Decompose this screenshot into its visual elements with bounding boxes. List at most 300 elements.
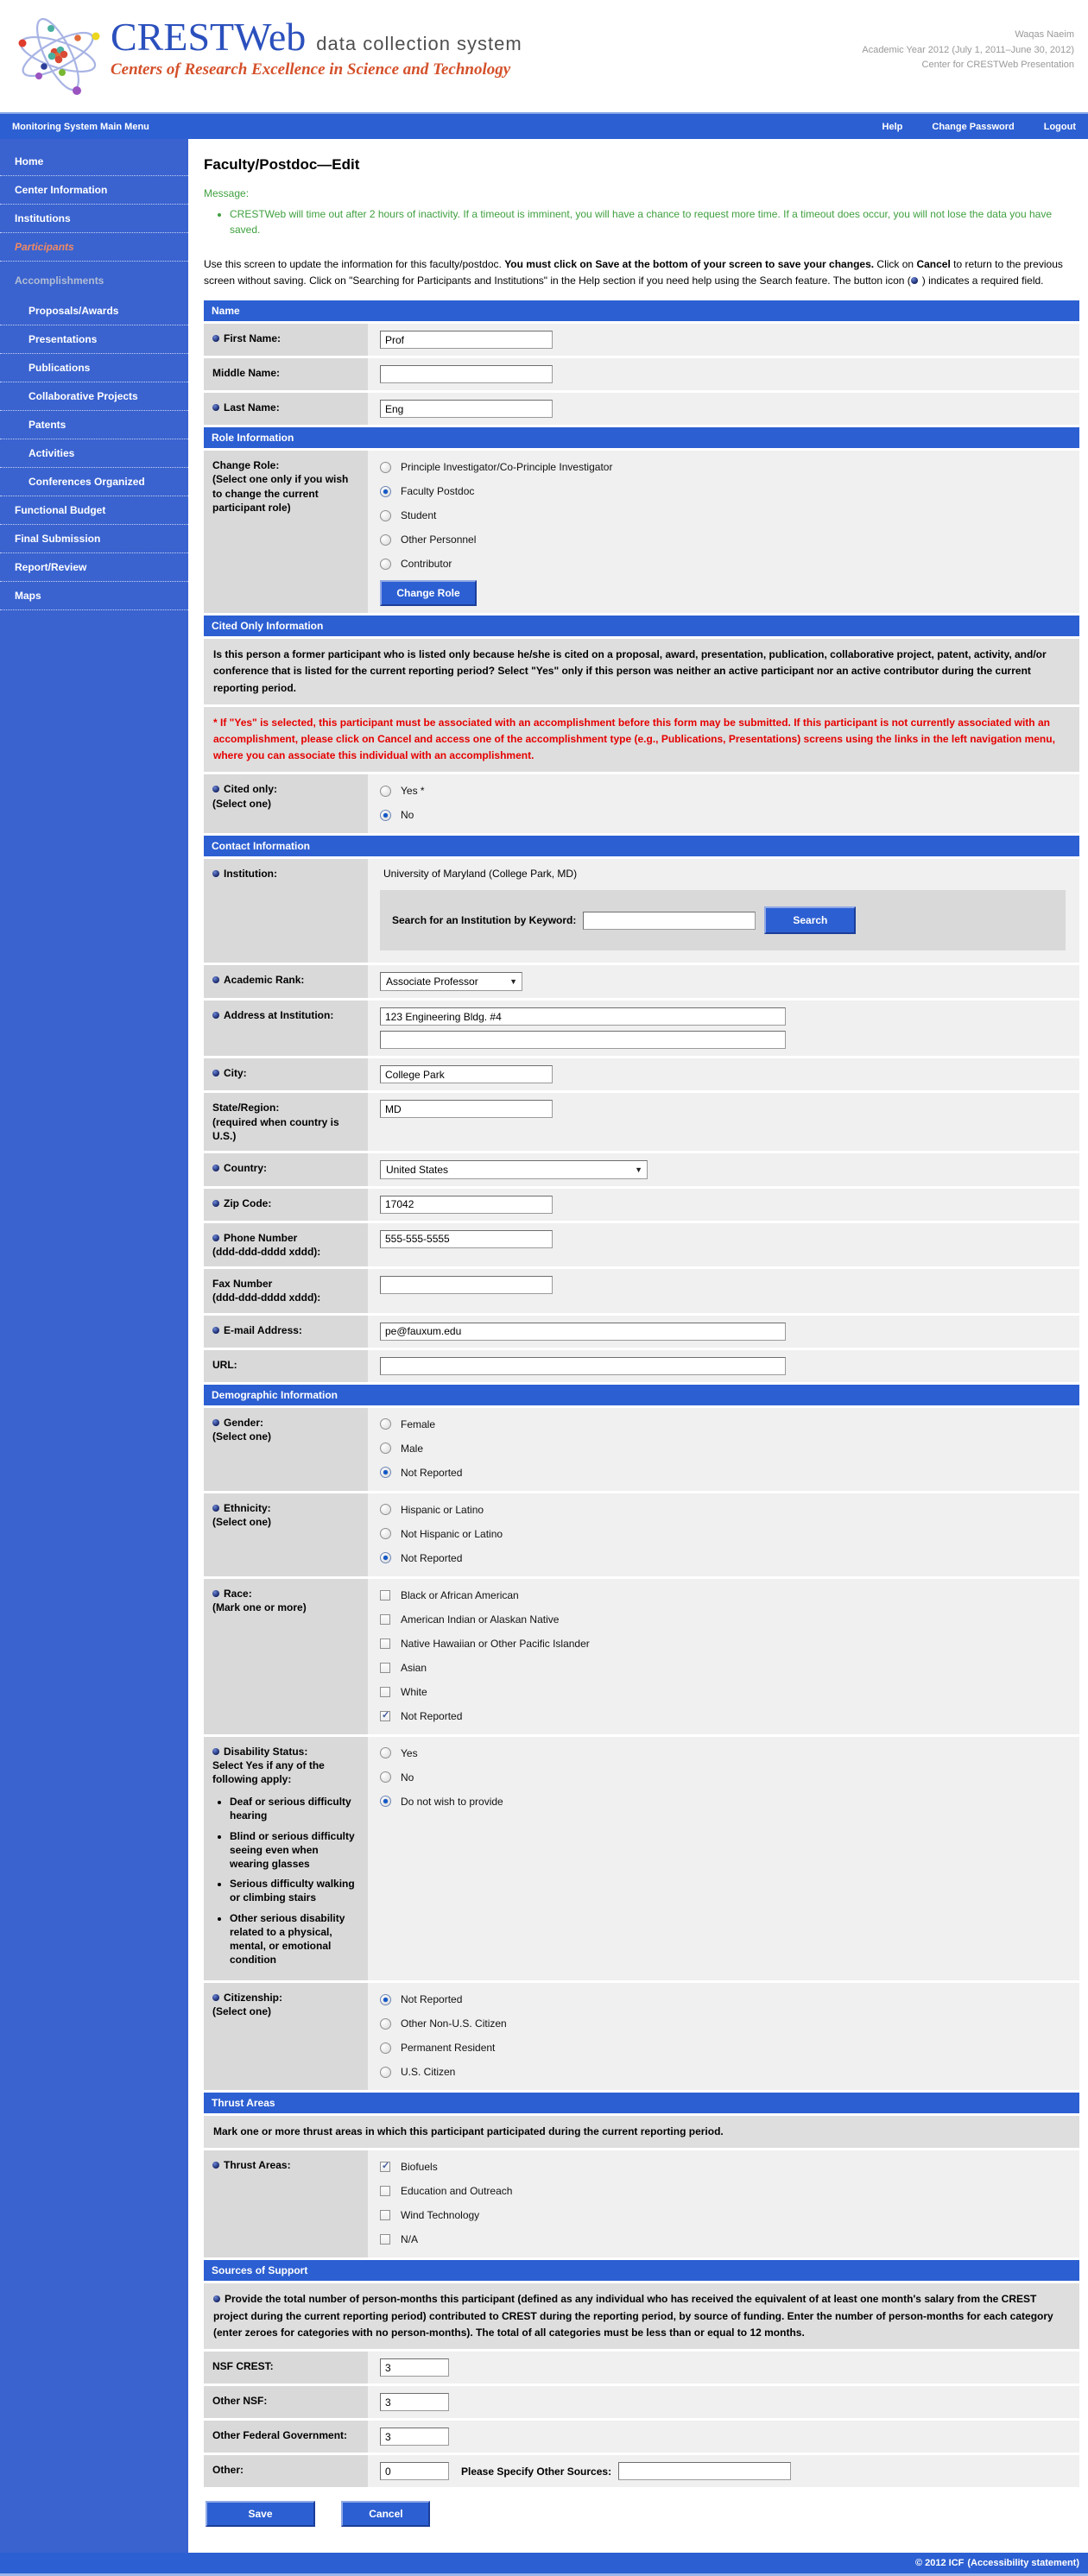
required-dot-icon bbox=[212, 1590, 219, 1597]
message-list bbox=[230, 206, 1059, 237]
checkbox-icon[interactable] bbox=[380, 1711, 390, 1721]
race-option-native-hawaiian-or-other-pacific-islander[interactable] bbox=[380, 1638, 1067, 1650]
form-row-zip-code bbox=[204, 1189, 1079, 1221]
sidebar-item-institutions[interactable]: Institutions bbox=[0, 205, 188, 233]
chevron-down-icon: ▼ bbox=[635, 1165, 642, 1174]
institution-search-panel bbox=[380, 890, 1066, 950]
thrust-areas-option-education-and-outreach[interactable] bbox=[380, 2185, 1067, 2197]
academic-rank-select[interactable] bbox=[380, 972, 522, 991]
option-label: Student bbox=[401, 509, 437, 522]
intro-text: ) indicates a required field. bbox=[921, 274, 1044, 287]
thrust-areas-option-biofuels[interactable] bbox=[380, 2161, 1067, 2173]
option-label: Not Hispanic or Latino bbox=[401, 1527, 503, 1540]
form-row-state-region bbox=[204, 1093, 1079, 1151]
radio-icon[interactable] bbox=[380, 534, 391, 546]
option-label: Black or African American bbox=[401, 1588, 519, 1601]
app-tagline: Centers of Research Excellence in Science and Technology bbox=[111, 60, 511, 79]
checkbox-icon[interactable] bbox=[380, 1638, 390, 1649]
row-value-thrust-areas bbox=[368, 2150, 1079, 2257]
required-dot-icon bbox=[212, 786, 219, 792]
main-menu-link[interactable]: Monitoring System Main Menu bbox=[12, 121, 149, 132]
required-dot-icon bbox=[212, 1748, 219, 1755]
row-label-citizenship: Citizenship: (Select one) bbox=[204, 1983, 368, 2090]
row-label-country: Country: bbox=[204, 1153, 368, 1186]
disability-status-option-yes[interactable] bbox=[380, 1747, 1067, 1759]
race-option-black-or-african-american[interactable] bbox=[380, 1589, 1067, 1601]
form-row-country bbox=[204, 1153, 1079, 1186]
other-input[interactable] bbox=[380, 2462, 449, 2480]
message-label: Message: bbox=[204, 187, 250, 199]
disability-status-group bbox=[380, 1747, 1067, 1808]
center-name: Center for CRESTWeb Presentation bbox=[921, 60, 1074, 71]
cancel-button[interactable]: Cancel bbox=[341, 2501, 430, 2527]
sidebar-menu bbox=[0, 139, 188, 2553]
form-row-url bbox=[204, 1350, 1079, 1382]
form-row-citizenship bbox=[204, 1983, 1079, 2090]
section-header-role: Role Information bbox=[204, 427, 1079, 448]
institution-search-label: Search for an Institution by Keyword: bbox=[392, 914, 577, 927]
row-value-fax-number bbox=[368, 1269, 1079, 1312]
country-select[interactable] bbox=[380, 1160, 648, 1179]
main-content bbox=[188, 139, 1088, 2553]
intro-text: You must click on Save at the bottom of your screen to save your changes. bbox=[504, 258, 875, 270]
radio-icon[interactable] bbox=[380, 1443, 391, 1454]
row-value-address bbox=[368, 1001, 1079, 1056]
row-label-address: Address at Institution: bbox=[204, 1001, 368, 1056]
radio-icon[interactable] bbox=[380, 1771, 391, 1783]
radio-icon[interactable] bbox=[380, 1504, 391, 1515]
sidebar-item-proposals-awards[interactable]: Proposals/Awards bbox=[0, 297, 188, 325]
sidebar-item-publications[interactable]: Publications bbox=[0, 354, 188, 382]
citizenship-option-u-s-citizen[interactable] bbox=[380, 2066, 1067, 2078]
citizenship-group bbox=[380, 1993, 1067, 2078]
institution-search-input[interactable] bbox=[583, 912, 756, 930]
required-dot-icon bbox=[212, 1419, 219, 1426]
radio-icon[interactable] bbox=[380, 2018, 391, 2030]
top-navbar bbox=[0, 112, 1088, 139]
option-label: Native Hawaiian or Other Pacific Islander bbox=[401, 1637, 590, 1650]
option-label: N/A bbox=[401, 2233, 419, 2246]
option-label: Other Personnel bbox=[401, 534, 477, 546]
radio-icon[interactable] bbox=[380, 486, 391, 497]
row-value-disability-status bbox=[368, 1737, 1079, 1981]
row-label-change-role: Change Role: (Select one only if you wish to change the current participant role) bbox=[204, 451, 368, 613]
form-row-fax-number bbox=[204, 1269, 1079, 1312]
brand-block bbox=[111, 17, 522, 79]
row-label-zip-code: Zip Code: bbox=[204, 1189, 368, 1221]
row-value-citizenship bbox=[368, 1983, 1079, 2090]
label-bullet-item: • Deaf or serious difficulty hearing bbox=[230, 1795, 359, 1822]
form-row-address bbox=[204, 1001, 1079, 1056]
row-value-institution bbox=[368, 859, 1079, 963]
checkbox-icon[interactable] bbox=[380, 1687, 390, 1697]
option-label: Not Reported bbox=[401, 1466, 463, 1479]
option-label: Female bbox=[401, 1417, 436, 1430]
selected-value: United States bbox=[386, 1163, 449, 1176]
section-header-name: Name bbox=[204, 300, 1079, 321]
gender-option-male[interactable] bbox=[380, 1443, 1067, 1455]
race-option-white[interactable] bbox=[380, 1686, 1067, 1698]
form-row-other-federal bbox=[204, 2421, 1079, 2453]
app-header bbox=[0, 0, 1088, 112]
required-dot-icon bbox=[212, 1327, 219, 1334]
change-password-link[interactable]: Change Password bbox=[932, 121, 1015, 132]
sidebar-item-activities[interactable]: Activities bbox=[0, 439, 188, 468]
intro-text: Cancel bbox=[916, 258, 951, 270]
change-role-option-faculty-postdoc[interactable] bbox=[380, 485, 1067, 497]
change-role-option-contributor[interactable] bbox=[380, 558, 1067, 570]
label-bullet-item: • Blind or serious difficulty seeing even when wearing glasses bbox=[230, 1829, 359, 1872]
row-value-change-role bbox=[368, 451, 1079, 613]
save-button[interactable]: Save bbox=[206, 2501, 315, 2527]
required-dot-icon bbox=[212, 1234, 219, 1241]
option-label: Education and Outreach bbox=[401, 2185, 513, 2198]
fax-number-input[interactable] bbox=[380, 1276, 553, 1294]
intro-text: to return to the previous screen without saving. Click on "Searching for Participants and Institutions" in the Help section if you need help using the Search feature. The button icon ( bbox=[204, 258, 1063, 287]
required-dot-icon bbox=[212, 1505, 219, 1512]
option-label: Biofuels bbox=[401, 2161, 438, 2174]
checkbox-icon[interactable] bbox=[380, 1663, 390, 1673]
row-label-nsf-crest: NSF CREST: bbox=[204, 2352, 368, 2383]
option-label: Yes bbox=[401, 1746, 418, 1759]
radio-icon[interactable] bbox=[380, 1747, 391, 1758]
option-label: Wind Technology bbox=[401, 2209, 480, 2222]
city-input[interactable] bbox=[380, 1065, 553, 1083]
row-sublabel: (Select one) bbox=[212, 2005, 272, 2018]
option-label: Hispanic or Latino bbox=[401, 1503, 484, 1516]
checkbox-icon[interactable] bbox=[380, 2186, 390, 2196]
row-value-gender bbox=[368, 1408, 1079, 1491]
page-footer bbox=[0, 2553, 1088, 2576]
institution-search-button[interactable]: Search bbox=[764, 906, 856, 934]
option-label: Permanent Resident bbox=[401, 2042, 496, 2055]
radio-icon[interactable] bbox=[380, 1528, 391, 1539]
option-label: American Indian or Alaskan Native bbox=[401, 1613, 560, 1626]
required-dot-icon bbox=[212, 1994, 219, 2001]
required-dot-icon bbox=[212, 976, 219, 983]
form-row-gender bbox=[204, 1408, 1079, 1491]
form-row-last-name bbox=[204, 393, 1079, 425]
radio-icon[interactable] bbox=[380, 1552, 391, 1563]
help-link[interactable]: Help bbox=[882, 121, 903, 132]
cited-only-group bbox=[380, 785, 1067, 821]
radio-icon[interactable] bbox=[380, 2042, 391, 2054]
thrust-areas-option-wind-technology[interactable] bbox=[380, 2209, 1067, 2221]
checkbox-icon[interactable] bbox=[380, 2234, 390, 2245]
row-label-ethnicity: Ethnicity: (Select one) bbox=[204, 1493, 368, 1576]
address-input-line1[interactable] bbox=[380, 1007, 786, 1026]
change-role-option-other-personnel[interactable] bbox=[380, 534, 1067, 546]
radio-icon[interactable] bbox=[380, 462, 391, 473]
ethnicity-option-not-hispanic-or-latino[interactable] bbox=[380, 1528, 1067, 1540]
app-title: CRESTWeb bbox=[111, 15, 307, 59]
checkbox-icon[interactable] bbox=[380, 2210, 390, 2220]
checkbox-icon[interactable] bbox=[380, 1590, 390, 1601]
row-label-state-region: State/Region: (required when country is U.S.) bbox=[204, 1093, 368, 1151]
section-header-demographic: Demographic Information bbox=[204, 1385, 1079, 1405]
row-value-academic-rank bbox=[368, 965, 1079, 998]
radio-icon[interactable] bbox=[380, 1467, 391, 1478]
form-row-institution bbox=[204, 859, 1079, 963]
session-info bbox=[862, 28, 1074, 73]
radio-icon[interactable] bbox=[380, 1418, 391, 1430]
sidebar-item-maps[interactable]: Maps bbox=[0, 582, 188, 610]
label-bullet-item: • Other serious disability related to a physical, mental, or emotional condition bbox=[230, 1911, 359, 1967]
state-region-input[interactable] bbox=[380, 1100, 553, 1118]
race-option-american-indian-or-alaskan-native[interactable] bbox=[380, 1613, 1067, 1626]
email-input[interactable] bbox=[380, 1323, 786, 1341]
user-name: Waqas Naeim bbox=[1015, 29, 1074, 40]
option-label: Male bbox=[401, 1442, 424, 1455]
required-dot-icon bbox=[212, 1165, 219, 1171]
section-note-cited: * If "Yes" is selected, this participant must be associated with an accomplishment before this form may be submitted. If this participant is not currently associated with an accomplishment, please click on Cancel and access one of the accomplishment type (e.g., Publications, Presentations) screens using the links in the left navigation menu, where you can associate this individual with an accomplishment. bbox=[204, 707, 1079, 773]
row-sublabel: (Select one) bbox=[212, 797, 272, 810]
section-header-support: Sources of Support bbox=[204, 2260, 1079, 2281]
ethnicity-group bbox=[380, 1504, 1067, 1564]
row-value-middle-name bbox=[368, 358, 1079, 390]
option-label: U.S. Citizen bbox=[401, 2066, 456, 2079]
form-row-other bbox=[204, 2455, 1079, 2487]
form-row-ethnicity bbox=[204, 1493, 1079, 1576]
race-option-asian[interactable] bbox=[380, 1662, 1067, 1674]
row-label-email: E-mail Address: bbox=[204, 1316, 368, 1348]
sidebar-item-patents[interactable]: Patents bbox=[0, 411, 188, 439]
option-label: Other Non-U.S. Citizen bbox=[401, 2017, 507, 2030]
row-value-other-nsf bbox=[368, 2386, 1079, 2418]
option-label: Not Reported bbox=[401, 1551, 463, 1564]
change-role-group bbox=[380, 461, 1067, 570]
sidebar-item-participants[interactable]: Participants bbox=[0, 233, 188, 262]
race-group bbox=[380, 1589, 1067, 1722]
row-value-url bbox=[368, 1350, 1079, 1382]
row-sublabel: (ddd-ddd-dddd xddd): bbox=[212, 1291, 321, 1304]
option-label: Faculty Postdoc bbox=[401, 485, 475, 498]
required-dot-icon bbox=[212, 335, 219, 342]
sidebar-item-center-information[interactable]: Center Information bbox=[0, 176, 188, 205]
form-row-other-nsf bbox=[204, 2386, 1079, 2418]
radio-icon[interactable] bbox=[380, 559, 391, 570]
required-dot-icon bbox=[212, 870, 219, 877]
gender-option-not-reported[interactable] bbox=[380, 1467, 1067, 1479]
row-label-academic-rank: Academic Rank: bbox=[204, 965, 368, 998]
cited-only-option-yes[interactable] bbox=[380, 785, 1067, 797]
sidebar-item-conferences-organized[interactable]: Conferences Organized bbox=[0, 468, 188, 496]
row-value-race bbox=[368, 1579, 1079, 1734]
section-note-thrust: Mark one or more thrust areas in which this participant participated during the current reporting period. bbox=[204, 2116, 1079, 2148]
row-label-cited-only: Cited only: (Select one) bbox=[204, 774, 368, 833]
required-dot-icon bbox=[212, 1200, 219, 1207]
row-sublabel: (required when country is U.S.) bbox=[212, 1115, 339, 1142]
cited-only-option-no[interactable] bbox=[380, 809, 1067, 821]
other-sources-input[interactable] bbox=[618, 2462, 791, 2480]
last-name-input[interactable] bbox=[380, 400, 553, 418]
row-label-other: Other: bbox=[204, 2455, 368, 2487]
form-actions bbox=[206, 2501, 1079, 2527]
row-label-thrust-areas: Thrust Areas: bbox=[204, 2150, 368, 2257]
form-root bbox=[204, 300, 1079, 2487]
citizenship-option-not-reported[interactable] bbox=[380, 1993, 1067, 2005]
option-label: Not Reported bbox=[401, 1709, 463, 1722]
form-row-first-name bbox=[204, 324, 1079, 356]
race-option-not-reported[interactable] bbox=[380, 1710, 1067, 1722]
option-label: Contributor bbox=[401, 558, 452, 571]
radio-icon[interactable] bbox=[380, 1994, 391, 2005]
address-input-line2[interactable] bbox=[380, 1031, 786, 1049]
app-subtitle: data collection system bbox=[316, 33, 522, 54]
copyright-text: © 2012 ICF bbox=[914, 2558, 965, 2568]
intro-text: Click on bbox=[874, 258, 917, 270]
row-label-fax-number: Fax Number (ddd-ddd-dddd xddd): bbox=[204, 1269, 368, 1312]
row-label-city: City: bbox=[204, 1058, 368, 1090]
row-sublabel: (Select one) bbox=[212, 1430, 272, 1443]
intro-text: Use this screen to update the information for this faculty/postdoc. bbox=[204, 258, 505, 270]
chevron-down-icon: ▼ bbox=[509, 977, 517, 987]
required-dot-icon bbox=[212, 1070, 219, 1076]
row-label-gender: Gender: (Select one) bbox=[204, 1408, 368, 1491]
radio-icon[interactable] bbox=[380, 510, 391, 521]
option-label: Do not wish to provide bbox=[401, 1795, 503, 1808]
row-sublabel: (Select one only if you wish to change the current participant role) bbox=[212, 473, 349, 514]
row-label-url: URL: bbox=[204, 1350, 368, 1382]
ethnicity-option-hispanic-or-latino[interactable] bbox=[380, 1504, 1067, 1516]
form-row-thrust-areas bbox=[204, 2150, 1079, 2257]
required-dot-icon bbox=[212, 1012, 219, 1019]
required-dot-icon bbox=[911, 277, 918, 284]
sidebar-item-collaborative-projects[interactable]: Collaborative Projects bbox=[0, 382, 188, 411]
sidebar-item-home[interactable]: Home bbox=[0, 148, 188, 176]
row-value-city bbox=[368, 1058, 1079, 1090]
row-label-phone-number: Phone Number (ddd-ddd-dddd xddd): bbox=[204, 1223, 368, 1266]
section-note-support: Provide the total number of person-months this participant (defined as any individual who has received the equivalent of at least one month's salary from the CREST project during the current reporting period) contributed to CREST during the reporting period, by source of funding. Enter the number of person-months for each category (enter zeroes for categories with no person-months). The total of all categories must be less than or equal to 12 months. bbox=[204, 2283, 1079, 2349]
section-header-thrust: Thrust Areas bbox=[204, 2093, 1079, 2113]
sidebar-item-accomplishments: Accomplishments bbox=[15, 275, 104, 287]
section-header-contact: Contact Information bbox=[204, 836, 1079, 856]
option-label: Principle Investigator/Co-Principle Investigator bbox=[401, 461, 613, 474]
row-sublabel: (Select one) bbox=[212, 1515, 272, 1528]
label-bullet-item: • Serious difficulty walking or climbing stairs bbox=[230, 1877, 359, 1904]
change-role-button[interactable]: Change Role bbox=[380, 580, 477, 606]
row-sublabel: (ddd-ddd-dddd xddd): bbox=[212, 1246, 321, 1259]
nsf-crest-input[interactable] bbox=[380, 2358, 449, 2377]
gender-group bbox=[380, 1418, 1067, 1479]
disability-status-option-do-not-wish-to-provide[interactable] bbox=[380, 1796, 1067, 1808]
option-label: No bbox=[401, 809, 414, 822]
message-item: • CRESTWeb will time out after 2 hours of inactivity. If a timeout is imminent, you will have a chance to request more time. If a timeout does occur, you will not lose the data you have saved. bbox=[230, 206, 1059, 237]
thrust-areas-option-n-a[interactable] bbox=[380, 2233, 1067, 2245]
radio-icon[interactable] bbox=[380, 810, 391, 821]
row-value-first-name bbox=[368, 324, 1079, 356]
section-note-cited: Is this person a former participant who is listed only because he/she is cited on a proposal, award, presentation, publication, collaborative project, patent, activity, and/or conference that is listed for the current reporting period? Select "Yes" only if this person was neither an active participant nor an active contributor during the current reporting period. bbox=[204, 639, 1079, 704]
row-label-last-name: Last Name: bbox=[204, 393, 368, 425]
sidebar-item-presentations[interactable]: Presentations bbox=[0, 325, 188, 354]
row-sublabel: Select Yes if any of the following apply: bbox=[212, 1758, 325, 1785]
required-dot-icon bbox=[213, 2295, 220, 2302]
option-label: White bbox=[401, 1685, 427, 1698]
citizenship-option-permanent-resident[interactable] bbox=[380, 2042, 1067, 2054]
form-row-change-role bbox=[204, 451, 1079, 613]
academic-year: Academic Year 2012 (July 1, 2011–June 30, 2012) bbox=[862, 44, 1074, 55]
row-value-cited-only bbox=[368, 774, 1079, 833]
form-row-race bbox=[204, 1579, 1079, 1734]
thrust-areas-group bbox=[380, 2161, 1067, 2245]
row-value-nsf-crest bbox=[368, 2352, 1079, 2383]
sidebar-item-report-review[interactable]: Report/Review bbox=[0, 553, 188, 582]
other-federal-input[interactable] bbox=[380, 2428, 449, 2446]
sidebar-item-final-submission[interactable]: Final Submission bbox=[0, 525, 188, 553]
option-label: No bbox=[401, 1771, 414, 1784]
url-input[interactable] bbox=[380, 1357, 786, 1375]
form-row-nsf-crest bbox=[204, 2352, 1079, 2383]
row-value-ethnicity bbox=[368, 1493, 1079, 1576]
disability-status-option-no[interactable] bbox=[380, 1771, 1067, 1784]
first-name-input[interactable] bbox=[380, 331, 553, 349]
intro-paragraph bbox=[204, 256, 1076, 288]
form-row-phone-number bbox=[204, 1223, 1079, 1266]
other-nsf-input[interactable] bbox=[380, 2393, 449, 2411]
checkbox-icon[interactable] bbox=[380, 1614, 390, 1625]
row-value-country bbox=[368, 1153, 1079, 1186]
row-value-state-region bbox=[368, 1093, 1079, 1151]
checkbox-icon[interactable] bbox=[380, 2162, 390, 2172]
section-header-cited: Cited Only Information bbox=[204, 616, 1079, 636]
change-role-option-principle-investigator-co-principle-investigator[interactable] bbox=[380, 461, 1067, 473]
option-label: Not Reported bbox=[401, 1993, 463, 2006]
radio-icon[interactable] bbox=[380, 786, 391, 797]
option-label: Yes * bbox=[401, 785, 425, 798]
middle-name-input[interactable] bbox=[380, 365, 553, 383]
phone-number-input[interactable] bbox=[380, 1230, 553, 1248]
row-value-other-federal bbox=[368, 2421, 1079, 2453]
option-label: Asian bbox=[401, 1661, 427, 1674]
row-value-last-name bbox=[368, 393, 1079, 425]
extra-field-label: Please Specify Other Sources: bbox=[461, 2465, 612, 2478]
form-row-academic-rank bbox=[204, 965, 1079, 998]
row-value-zip-code bbox=[368, 1189, 1079, 1221]
form-row-city bbox=[204, 1058, 1079, 1090]
ethnicity-option-not-reported[interactable] bbox=[380, 1552, 1067, 1564]
form-row-middle-name bbox=[204, 358, 1079, 390]
required-dot-icon bbox=[212, 2162, 219, 2169]
zip-code-input[interactable] bbox=[380, 1196, 553, 1214]
row-label-middle-name: Middle Name: bbox=[204, 358, 368, 390]
form-row-disability-status bbox=[204, 1737, 1079, 1981]
radio-icon[interactable] bbox=[380, 2067, 391, 2078]
gender-option-female[interactable] bbox=[380, 1418, 1067, 1430]
row-label-first-name: First Name: bbox=[204, 324, 368, 356]
logout-link[interactable]: Logout bbox=[1043, 121, 1076, 132]
label-bullet-list bbox=[230, 1795, 359, 1967]
institution-value: University of Maryland (College Park, MD) bbox=[383, 868, 578, 881]
required-dot-icon bbox=[212, 404, 219, 411]
sidebar-item-functional-budget[interactable]: Functional Budget bbox=[0, 496, 188, 525]
row-sublabel: (Mark one or more) bbox=[212, 1601, 307, 1613]
form-row-cited-only bbox=[204, 774, 1079, 833]
selected-value: Associate Professor bbox=[386, 975, 478, 988]
row-value-phone-number bbox=[368, 1223, 1079, 1266]
crestweb-atom-logo-icon bbox=[14, 7, 102, 106]
citizenship-option-other-non-u-s-citizen[interactable] bbox=[380, 2017, 1067, 2030]
row-value-other bbox=[368, 2455, 1079, 2487]
form-row-email bbox=[204, 1316, 1079, 1348]
row-label-disability-status: Disability Status: Select Yes if any of the following apply: • Deaf or serious difficulty hearing • Blind or serious difficulty seeing even when wearing glasses • Serious difficulty walking or climbing stairs • Other serious disability related to a physical, mental, or emotional condition bbox=[204, 1737, 368, 1981]
row-value-email bbox=[368, 1316, 1079, 1348]
radio-icon[interactable] bbox=[380, 1796, 391, 1807]
row-label-other-nsf: Other NSF: bbox=[204, 2386, 368, 2418]
row-label-other-federal: Other Federal Government: bbox=[204, 2421, 368, 2453]
accessibility-statement-link[interactable]: (Accessibility statement) bbox=[967, 2558, 1079, 2568]
row-label-institution: Institution: bbox=[204, 859, 368, 963]
change-role-option-student[interactable] bbox=[380, 509, 1067, 521]
